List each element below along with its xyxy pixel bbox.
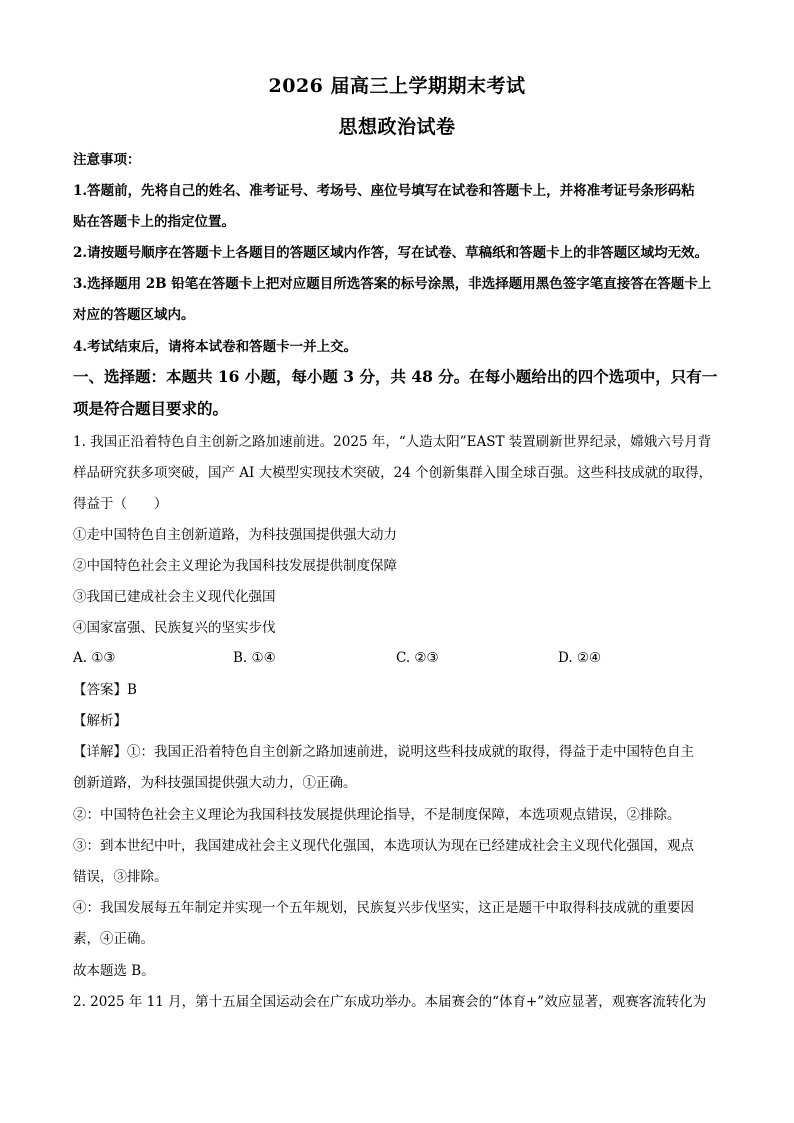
q1-conclusion: 故本题选 B。 <box>73 963 155 979</box>
notice-item-1-cont: 贴在答题卡上的指定位置。 <box>73 214 235 230</box>
q1-detail-2: ②：中国特色社会主义理论为我国科技发展提供理论指导，不是制度保障，本选项观点错误，②排除。 <box>73 807 681 823</box>
q1-stem-cont: 样品研究获多项突破，国产 AI 大模型实现技术突破，24 个创新集群入围全球百强。这些科技成就的取得， <box>73 465 713 481</box>
section-heading-cont: 项是符合题目要求的。 <box>73 399 229 418</box>
q1-detail-3: ③：到本世纪中叶，我国建成社会主义现代化强国，本选项认为现在已经建成社会主义现代化强国，观点 <box>73 838 694 854</box>
q1-statement-4: ④国家富强、民族复兴的坚实步伐 <box>73 620 276 636</box>
exam-title: 2026 届高三上学期期末考试 <box>268 75 526 97</box>
section-heading: 一、选择题：本题共 16 小题，每小题 3 分，共 48 分。在每小题给出的四个选项中，只有一 <box>73 367 718 386</box>
q1-option-c: C. ②③ <box>396 650 439 666</box>
q1-detail-3-cont: 错误，③排除。 <box>73 869 168 885</box>
q1-detail-cont: 创新道路，为科技强国提供强大动力，①正确。 <box>73 775 357 791</box>
q1-detail: 【详解】①：我国正沿着特色自主创新之路加速前进，说明这些科技成就的取得，得益于走中国特色自主 <box>73 744 694 760</box>
q1-answer: 【答案】B <box>73 682 137 698</box>
notice-item-2: 2.请按题号顺序在答题卡上各题目的答题区域内作答，写在试卷、草稿纸和答题卡上的非答题区域均无效。 <box>73 245 709 261</box>
q1-option-b: B. ①④ <box>233 650 276 666</box>
notice-item-4: 4.考试结束后，请将本试卷和答题卡一并上交。 <box>73 339 358 355</box>
q1-statement-3: ③我国已建成社会主义现代化强国 <box>73 589 276 605</box>
q1-detail-4-cont: 素，④正确。 <box>73 931 154 947</box>
q1-detail-4: ④：我国发展每五年制定并实现一个五年规划，民族复兴步伐坚实，这正是题干中取得科技成就的重要因 <box>73 900 694 916</box>
q1-statement-2: ②中国特色社会主义理论为我国科技发展提供制度保障 <box>73 558 397 574</box>
q1-option-d: D. ②④ <box>558 650 602 666</box>
q1-stem: 1. 我国正沿着特色自主创新之路加速前进。2025 年，“人造太阳”EAST 装置刷新世界纪录，嫦娥六号月背 <box>73 434 712 450</box>
q2-stem: 2. 2025 年 11 月，第十五届全国运动会在广东成功举办。本届赛会的“体育+”效应显著，观赛客流转化为 <box>73 994 707 1010</box>
notice-item-3: 3.选择题用 2B 铅笔在答题卡上把对应题目所选答案的标号涂黑，非选择题用黑色签字笔直接答在答题卡上 <box>73 276 712 292</box>
notice-heading: 注意事项： <box>73 152 141 168</box>
q1-option-a: A. ①③ <box>73 650 116 666</box>
subject-title: 思想政治试卷 <box>338 116 456 138</box>
q1-statement-1: ①走中国特色自主创新道路，为科技强国提供强大动力 <box>73 527 397 543</box>
q1-analysis-label: 【解析】 <box>73 713 127 729</box>
notice-item-1: 1.答题前，先将自己的姓名、准考证号、考场号、座位号填写在试卷和答题卡上，并将准考证号条形码粘 <box>73 183 695 199</box>
q1-stem-end: 得益于（ ） <box>73 496 168 512</box>
notice-item-3-cont: 对应的答题区域内。 <box>73 307 195 323</box>
